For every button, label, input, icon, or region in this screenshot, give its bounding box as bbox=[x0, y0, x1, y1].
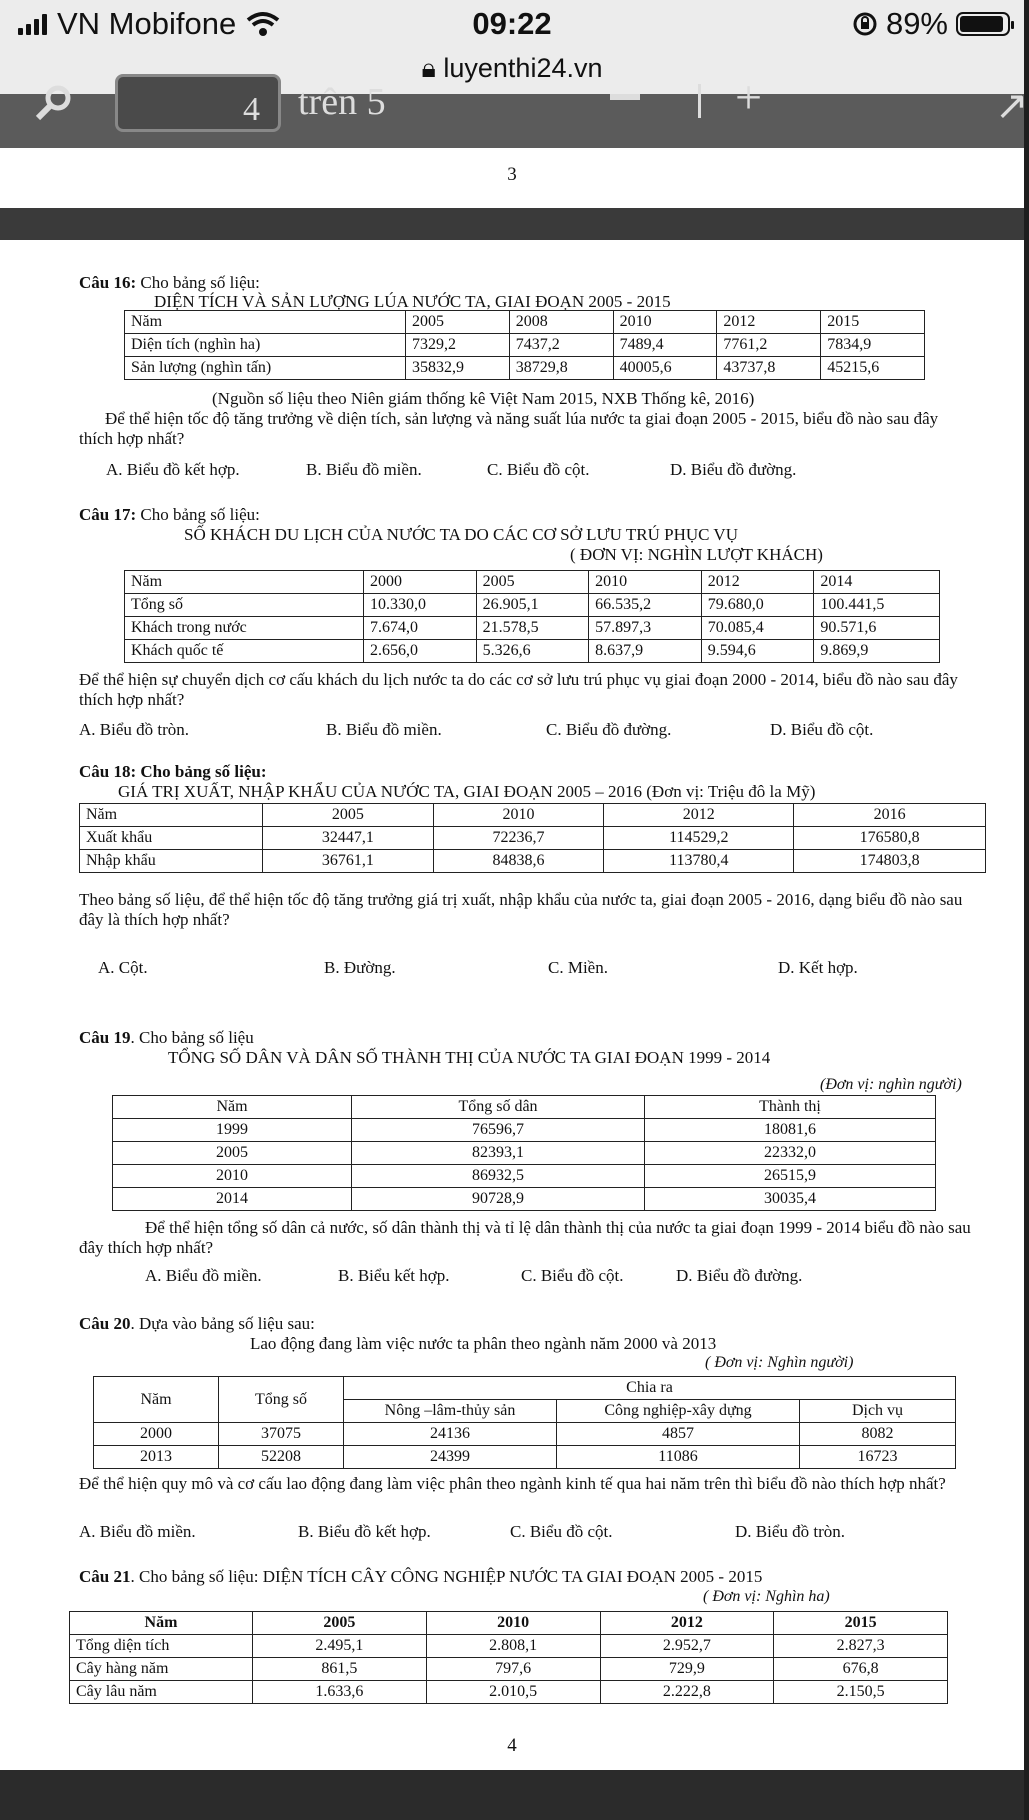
page-gap bbox=[0, 1770, 1024, 1820]
q19-option-a[interactable]: A. Biểu đồ miền. bbox=[145, 1266, 262, 1285]
table-cell: Năm bbox=[125, 571, 364, 594]
table-cell: Cây hàng năm bbox=[70, 1658, 253, 1681]
table-cell: 26515,9 bbox=[645, 1165, 936, 1188]
table-cell: Năm bbox=[94, 1377, 219, 1423]
table-cell: 82393,1 bbox=[352, 1142, 645, 1165]
battery-percent: 89% bbox=[885, 6, 948, 41]
question-21-heading: Câu 21. Cho bảng số liệu: DIỆN TÍCH CÂY CÔNG NGHIỆP NƯỚC TA GIAI ĐOẠN 2005 - 2015 bbox=[79, 1567, 763, 1586]
table-cell: Năm bbox=[80, 804, 263, 827]
table-cell: 7.674,0 bbox=[364, 617, 477, 640]
q19-question: Để thể hiện tổng số dân cả nước, số dân thành thị và tỉ lệ dân thành thị của nước ta giai đoạn 1999 - 2014 biểu đồ nào sau đây thích hợp nhất? bbox=[79, 1218, 971, 1257]
q18-table-title: GIÁ TRỊ XUẤT, NHẬP KHẨU CỦA NƯỚC TA, GIAI ĐOẠN 2005 – 2016 (Đơn vị: Triệu đô la Mỹ) bbox=[118, 782, 816, 801]
zoom-out-button[interactable] bbox=[610, 94, 640, 100]
q18-option-a[interactable]: A. Cột. bbox=[98, 958, 148, 977]
table-cell: 2.150,5 bbox=[774, 1681, 948, 1704]
rotation-lock-icon bbox=[852, 11, 878, 37]
table-cell: 2.952,7 bbox=[600, 1635, 774, 1658]
table-cell: 174803,8 bbox=[794, 850, 986, 873]
table-cell: 2016 bbox=[794, 804, 986, 827]
q18-question: Theo bảng số liệu, để thể hiện tốc độ tăng trưởng giá trị xuất, nhập khẩu của nước ta, giai đoạn 2005 - 2016, dạng biểu đồ nào sau đây là thích hợp nhất? bbox=[79, 890, 963, 929]
q20-table-title: Lao động đang làm việc nước ta phân theo ngành năm 2000 và 2013 bbox=[250, 1334, 717, 1353]
table-cell: 2012 bbox=[701, 571, 814, 594]
table-cell: 2013 bbox=[94, 1446, 219, 1469]
q20-option-a[interactable]: A. Biểu đồ miền. bbox=[79, 1522, 196, 1541]
table-cell: 676,8 bbox=[774, 1658, 948, 1681]
table-cell: 8082 bbox=[800, 1423, 956, 1446]
table-cell: Tổng số bbox=[125, 594, 364, 617]
table-cell: 861,5 bbox=[253, 1658, 427, 1681]
status-bar bbox=[0, 0, 1024, 52]
table-row bbox=[70, 1612, 948, 1635]
table-cell: 2012 bbox=[604, 804, 794, 827]
table-row bbox=[125, 594, 940, 617]
table-cell: 2000 bbox=[94, 1423, 219, 1446]
q16-option-d[interactable]: D. Biểu đồ đường. bbox=[670, 460, 797, 479]
table-cell: 2005 bbox=[253, 1612, 427, 1635]
table-cell: 10.330,0 bbox=[364, 594, 477, 617]
table-cell: 8.637,9 bbox=[589, 640, 702, 663]
q18-option-b[interactable]: B. Đường. bbox=[324, 958, 396, 977]
table-cell: 2000 bbox=[364, 571, 477, 594]
table-cell: 35832,9 bbox=[406, 357, 510, 380]
table-cell: 84838,6 bbox=[433, 850, 604, 873]
table-cell: 2012 bbox=[717, 311, 821, 334]
question-20-heading: Câu 20. Dựa vào bảng số liệu sau: bbox=[79, 1314, 315, 1333]
q17-unit: ( ĐƠN VỊ: NGHÌN LƯỢT KHÁCH) bbox=[570, 545, 823, 564]
table-cell: 2005 bbox=[263, 804, 434, 827]
table-cell: Nông –lâm-thủy sản bbox=[344, 1400, 557, 1423]
table-row bbox=[94, 1446, 956, 1469]
table-cell: Diện tích (nghìn ha) bbox=[125, 334, 406, 357]
table-row bbox=[80, 827, 986, 850]
table-cell: 2014 bbox=[113, 1188, 352, 1211]
q20-option-d[interactable]: D. Biểu đồ tròn. bbox=[735, 1522, 846, 1541]
table-row bbox=[113, 1119, 936, 1142]
table-cell: 57.897,3 bbox=[589, 617, 702, 640]
pdf-page-4 bbox=[0, 240, 1024, 1770]
zoom-in-button[interactable]: + bbox=[735, 71, 763, 124]
table-cell: 79.680,0 bbox=[701, 594, 814, 617]
table-cell: 90728,9 bbox=[352, 1188, 645, 1211]
carrier-name: VN Mobifone bbox=[57, 6, 237, 41]
q17-question: Để thể hiện sự chuyển dịch cơ cấu khách du lịch nước ta do các cơ sở lưu trú phục vụ giai đoạn 2000 - 2014, biểu đồ nào sau đây thích hợp nhất? bbox=[79, 670, 958, 709]
table-cell: 2010 bbox=[433, 804, 604, 827]
table-row bbox=[70, 1658, 948, 1681]
table-row bbox=[113, 1188, 936, 1211]
table-row bbox=[125, 617, 940, 640]
table-cell: 66.535,2 bbox=[589, 594, 702, 617]
table-cell: 52208 bbox=[219, 1446, 344, 1469]
table-cell: 5.326,6 bbox=[476, 640, 589, 663]
table-cell: Tổng diện tích bbox=[70, 1635, 253, 1658]
table-cell: 24136 bbox=[344, 1423, 557, 1446]
battery-icon bbox=[956, 12, 1010, 36]
table-cell: 7761,2 bbox=[717, 334, 821, 357]
table-row bbox=[113, 1142, 936, 1165]
q20-table bbox=[93, 1376, 956, 1469]
table-cell: 2008 bbox=[509, 311, 613, 334]
table-cell: 43737,8 bbox=[717, 357, 821, 380]
table-cell: Năm bbox=[70, 1612, 253, 1635]
table-cell: Thành thị bbox=[645, 1096, 936, 1119]
table-cell: 72236,7 bbox=[433, 827, 604, 850]
table-cell: 70.085,4 bbox=[701, 617, 814, 640]
table-cell: 2014 bbox=[814, 571, 940, 594]
table-cell: 2015 bbox=[774, 1612, 948, 1635]
table-row bbox=[70, 1635, 948, 1658]
pdf-toolbar bbox=[0, 71, 1029, 148]
q19-option-d[interactable]: D. Biểu đồ đường. bbox=[676, 1266, 803, 1285]
page-gap bbox=[0, 208, 1024, 240]
table-cell: 7437,2 bbox=[509, 334, 613, 357]
page-count-label: trên 5 bbox=[298, 81, 386, 123]
table-cell: 32447,1 bbox=[263, 827, 434, 850]
table-cell: 114529,2 bbox=[604, 827, 794, 850]
table-cell: 2010 bbox=[113, 1165, 352, 1188]
q20-option-c[interactable]: C. Biểu đồ cột. bbox=[510, 1522, 613, 1541]
question-18-heading: Câu 18: Cho bảng số liệu: bbox=[79, 762, 267, 781]
page-number-input[interactable]: 4 bbox=[115, 74, 281, 132]
table-row bbox=[113, 1165, 936, 1188]
table-cell: Công nghiệp-xây dựng bbox=[557, 1400, 800, 1423]
table-cell: 729,9 bbox=[600, 1658, 774, 1681]
table-cell: 2010 bbox=[589, 571, 702, 594]
table-row bbox=[80, 850, 986, 873]
table-cell: 26.905,1 bbox=[476, 594, 589, 617]
table-cell: 797,6 bbox=[426, 1658, 600, 1681]
table-cell: 7329,2 bbox=[406, 334, 510, 357]
table-row bbox=[94, 1377, 956, 1400]
table-cell: 2010 bbox=[613, 311, 717, 334]
table-cell: 24399 bbox=[344, 1446, 557, 1469]
table-cell: 2012 bbox=[600, 1612, 774, 1635]
q21-table bbox=[69, 1611, 948, 1704]
q18-table bbox=[79, 803, 986, 873]
q18-option-c[interactable]: C. Miền. bbox=[548, 958, 608, 977]
table-cell: 45215,6 bbox=[821, 357, 925, 380]
table-row bbox=[94, 1423, 956, 1446]
table-cell: 7834,9 bbox=[821, 334, 925, 357]
q20-unit: ( Đơn vị: Nghìn người) bbox=[705, 1354, 854, 1371]
q16-table-title: DIỆN TÍCH VÀ SẢN LƯỢNG LÚA NƯỚC TA, GIAI ĐOẠN 2005 - 2015 bbox=[154, 292, 671, 311]
table-row bbox=[125, 334, 925, 357]
q20-question: Để thể hiện quy mô và cơ cấu lao động đang làm việc phân theo ngành kinh tế qua hai năm trên thì biểu đồ nào thích hợp nhất? bbox=[79, 1474, 946, 1493]
lock-icon: 🔒︎ bbox=[421, 53, 436, 83]
table-cell: 1.633,6 bbox=[253, 1681, 427, 1704]
table-row bbox=[125, 640, 940, 663]
q19-table-title: TỔNG SỐ DÂN VÀ DÂN SỐ THÀNH THỊ CỦA NƯỚC TA GIAI ĐOẠN 1999 - 2014 bbox=[168, 1048, 771, 1067]
q16-option-c[interactable]: C. Biểu đồ cột. bbox=[487, 460, 590, 479]
table-cell: Cây lâu năm bbox=[70, 1681, 253, 1704]
table-row bbox=[125, 357, 925, 380]
toolbar-divider bbox=[698, 84, 701, 118]
table-cell: Khách quốc tế bbox=[125, 640, 364, 663]
q17-option-a[interactable]: A. Biểu đồ tròn. bbox=[79, 720, 190, 739]
table-cell: 2010 bbox=[426, 1612, 600, 1635]
q18-option-d[interactable]: D. Kết hợp. bbox=[778, 958, 858, 977]
table-cell: Sản lượng (nghìn tấn) bbox=[125, 357, 406, 380]
question-19-heading: Câu 19. Cho bảng số liệu bbox=[79, 1028, 254, 1047]
table-row bbox=[125, 311, 925, 334]
table-cell: Dịch vụ bbox=[800, 1400, 956, 1423]
table-row bbox=[70, 1681, 948, 1704]
table-cell: Khách trong nước bbox=[125, 617, 364, 640]
q17-option-d[interactable]: D. Biểu đồ cột. bbox=[770, 720, 874, 739]
table-cell: 90.571,6 bbox=[814, 617, 940, 640]
q19-table bbox=[112, 1095, 936, 1211]
table-cell: 2005 bbox=[406, 311, 510, 334]
table-cell: 2.495,1 bbox=[253, 1635, 427, 1658]
table-cell: 2005 bbox=[476, 571, 589, 594]
table-cell: Tổng số bbox=[219, 1377, 344, 1423]
clock: 09:22 bbox=[472, 6, 552, 41]
table-cell: 1999 bbox=[113, 1119, 352, 1142]
table-row bbox=[125, 571, 940, 594]
q19-option-b[interactable]: B. Biểu kết hợp. bbox=[338, 1266, 450, 1285]
table-cell: 9.594,6 bbox=[701, 640, 814, 663]
pdf-page-3 bbox=[0, 148, 1024, 208]
table-cell: Tổng số dân bbox=[352, 1096, 645, 1119]
q17-table-title: SỐ KHÁCH DU LỊCH CỦA NƯỚC TA DO CÁC CƠ SỞ LƯU TRÚ PHỤC VỤ bbox=[184, 525, 738, 544]
table-cell: 9.869,9 bbox=[814, 640, 940, 663]
table-cell: 100.441,5 bbox=[814, 594, 940, 617]
table-cell: 2.808,1 bbox=[426, 1635, 600, 1658]
q21-unit: ( Đơn vị: Nghìn ha) bbox=[703, 1588, 830, 1605]
q19-unit: (Đơn vị: nghìn người) bbox=[820, 1076, 962, 1093]
q16-source: (Nguồn số liệu theo Niên giám thống kê Việt Nam 2015, NXB Thống kê, 2016) bbox=[212, 389, 755, 408]
q16-table bbox=[124, 310, 925, 380]
q16-question: Để thể hiện tốc độ tăng trưởng về diện tích, sản lượng và năng suất lúa nước ta giai đoạn 2005 - 2015, biểu đồ nào sau đây thích hợp nhất? bbox=[79, 409, 939, 448]
table-cell: 2.827,3 bbox=[774, 1635, 948, 1658]
status-right bbox=[852, 6, 1010, 42]
url-text: luyenthi24.vn bbox=[443, 53, 603, 83]
table-cell: 36761,1 bbox=[263, 850, 434, 873]
q20-option-b[interactable]: B. Biểu đồ kết hợp. bbox=[298, 1522, 431, 1541]
table-cell: 11086 bbox=[557, 1446, 800, 1469]
page-number: 3 bbox=[507, 164, 517, 185]
q17-option-b[interactable]: B. Biểu đồ miền. bbox=[326, 720, 442, 739]
table-row bbox=[113, 1096, 936, 1119]
table-cell: 38729,8 bbox=[509, 357, 613, 380]
table-cell: 21.578,5 bbox=[476, 617, 589, 640]
table-cell: 22332,0 bbox=[645, 1142, 936, 1165]
table-cell: 16723 bbox=[800, 1446, 956, 1469]
q17-table bbox=[124, 570, 940, 663]
table-cell: 40005,6 bbox=[613, 357, 717, 380]
table-cell: Nhập khẩu bbox=[80, 850, 263, 873]
q17-option-c[interactable]: C. Biểu đồ đường. bbox=[546, 720, 672, 739]
table-cell: Năm bbox=[125, 311, 406, 334]
table-row bbox=[80, 804, 986, 827]
table-cell: 113780,4 bbox=[604, 850, 794, 873]
page-number: 4 bbox=[507, 1735, 517, 1756]
search-icon[interactable] bbox=[34, 88, 74, 128]
q16-option-a[interactable]: A. Biểu đồ kết hợp. bbox=[106, 460, 240, 479]
table-cell: Chia ra bbox=[344, 1377, 956, 1400]
table-cell: 2.656,0 bbox=[364, 640, 477, 663]
question-16-heading: Câu 16: Cho bảng số liệu: bbox=[79, 273, 260, 292]
q19-option-c[interactable]: C. Biểu đồ cột. bbox=[521, 1266, 624, 1285]
table-cell: 176580,8 bbox=[794, 827, 986, 850]
table-cell: 2.222,8 bbox=[600, 1681, 774, 1704]
download-icon[interactable]: ↗ bbox=[995, 83, 1029, 128]
table-cell: 86932,5 bbox=[352, 1165, 645, 1188]
table-cell: 18081,6 bbox=[645, 1119, 936, 1142]
table-cell: 7489,4 bbox=[613, 334, 717, 357]
question-17-heading: Câu 17: Cho bảng số liệu: bbox=[79, 505, 260, 524]
table-cell: 4857 bbox=[557, 1423, 800, 1446]
table-cell: 2015 bbox=[821, 311, 925, 334]
table-cell: 2005 bbox=[113, 1142, 352, 1165]
table-cell: Xuất khẩu bbox=[80, 827, 263, 850]
table-cell: 76596,7 bbox=[352, 1119, 645, 1142]
table-cell: 30035,4 bbox=[645, 1188, 936, 1211]
table-cell: 2.010,5 bbox=[426, 1681, 600, 1704]
table-cell: 37075 bbox=[219, 1423, 344, 1446]
q16-option-b[interactable]: B. Biểu đồ miền. bbox=[306, 460, 422, 479]
table-cell: Năm bbox=[113, 1096, 352, 1119]
